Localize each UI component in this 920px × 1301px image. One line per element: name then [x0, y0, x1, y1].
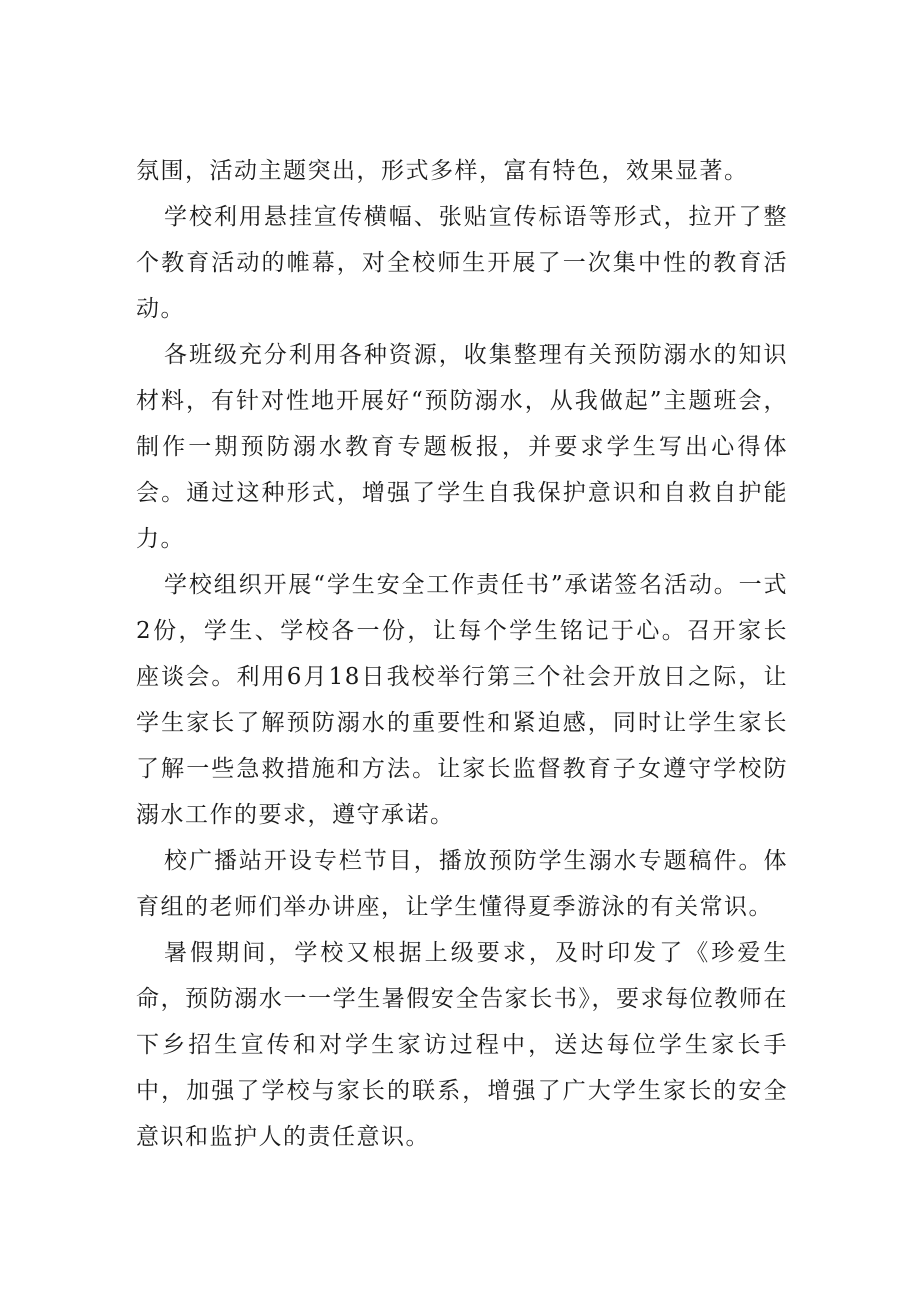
paragraph-banners: 学校利用悬挂宣传横幅、张贴宣传标语等形式，拉开了整个教育活动的帷幕，对全校师生开展了一次集中性的教育活动。	[136, 204, 788, 322]
paragraph-class-meeting: 各班级充分利用各种资源，收集整理有关预防溺水的知识材料，有针对性地开展好“预防溺水，从我做起”主题班会，制作一期预防溺水教育专题板报，并要求学生写出心得体会。通过这种形式，增强了学生自我保护意识和自救自护能力。	[136, 342, 788, 552]
paragraph-responsibility-pledge: 学校组织开展“学生安全工作责任书”承诺签名活动。一式2份，学生、学校各一份，让每个学生铭记于心。召开家长座谈会。利用6月18日我校举行第三个社会开放日之际，让学生家长了解预防溺水的重要性和紧迫感，同时让学生家长了解一些急救措施和方法。让家长监督教育子女遵守学校防溺水工作的要求，遵守承诺。	[136, 572, 788, 828]
paragraph-summer-vacation: 暑假期间，学校又根据上级要求，及时印发了《珍爱生命，预防溺水一一学生暑假安全告家长书》，要求每位教师在下乡招生宣传和对学生家访过程中，送达每位学生家长手中，加强了学校与家长的联系，增强了广大学生家长的安全意识和监护人的责任意识。	[136, 940, 788, 1150]
document-body	[136, 148, 788, 1160]
paragraph-broadcast: 校广播站开设专栏节目，播放预防学生溺水专题稿件。体育组的老师们举办讲座，让学生懂得夏季游泳的有关常识。	[136, 848, 788, 920]
paragraph-continuation: 氛围，活动主题突出，形式多样，富有特色，效果显著。	[136, 158, 749, 184]
